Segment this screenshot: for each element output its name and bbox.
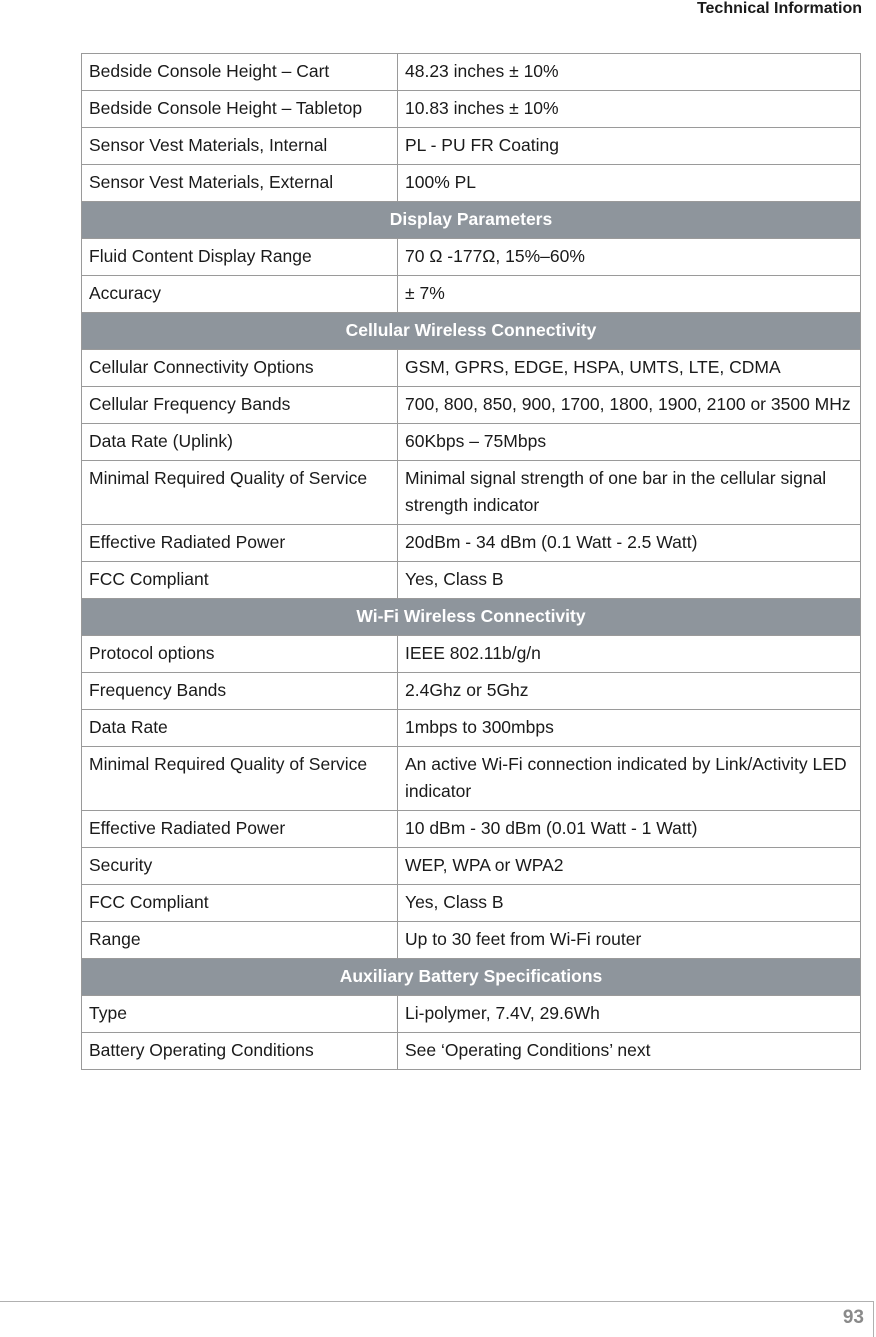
section-header-row [82,959,861,996]
spec-value: IEEE 802.11b/g/n [398,636,861,673]
table-row [82,885,861,922]
table-row [82,811,861,848]
section-header-row [82,599,861,636]
spec-value: GSM, GPRS, EDGE, HSPA, UMTS, LTE, CDMA [398,350,861,387]
table-row [82,350,861,387]
spec-label: Cellular Connectivity Options [82,350,398,387]
section-header-row [82,313,861,350]
section-title: Auxiliary Battery Specifications [82,959,861,996]
table-row [82,525,861,562]
section-header-row [82,202,861,239]
spec-label: Fluid Content Display Range [82,239,398,276]
table-row [82,239,861,276]
spec-value: WEP, WPA or WPA2 [398,848,861,885]
spec-label: Type [82,996,398,1033]
spec-table [81,53,861,1070]
spec-value: Yes, Class B [398,562,861,599]
spec-value: See ‘Operating Conditions’ next [398,1033,861,1070]
footer-divider-tick [873,1301,874,1337]
spec-value: 2.4Ghz or 5Ghz [398,673,861,710]
spec-label: Accuracy [82,276,398,313]
table-row [82,387,861,424]
spec-label: Data Rate [82,710,398,747]
spec-label: Range [82,922,398,959]
spec-label: Minimal Required Quality of Service [82,747,398,811]
spec-value: Up to 30 feet from Wi-Fi router [398,922,861,959]
spec-value: ± 7% [398,276,861,313]
table-row [82,710,861,747]
page-number: 93 [842,1307,864,1328]
table-row [82,1033,861,1070]
spec-value: 60Kbps – 75Mbps [398,424,861,461]
table-row [82,424,861,461]
spec-value: 48.23 inches ± 10% [398,54,861,91]
spec-value: 700, 800, 850, 900, 1700, 1800, 1900, 2100 or 3500 MHz [398,387,861,424]
table-row [82,636,861,673]
spec-label: FCC Compliant [82,885,398,922]
table-row [82,562,861,599]
spec-label: FCC Compliant [82,562,398,599]
spec-label: Bedside Console Height – Tabletop [82,91,398,128]
footer-divider [0,1301,873,1302]
spec-label: Bedside Console Height – Cart [82,54,398,91]
table-row [82,54,861,91]
spec-label: Minimal Required Quality of Service [82,461,398,525]
spec-value: 1mbps to 300mbps [398,710,861,747]
table-row [82,276,861,313]
spec-value: An active Wi-Fi connection indicated by Link/Activity LED indicator [398,747,861,811]
spec-value: 100% PL [398,165,861,202]
spec-label: Data Rate (Uplink) [82,424,398,461]
spec-label: Security [82,848,398,885]
spec-value: 10 dBm - 30 dBm (0.01 Watt - 1 Watt) [398,811,861,848]
spec-value: 10.83 inches ± 10% [398,91,861,128]
table-row [82,165,861,202]
table-row [82,461,861,525]
spec-value: Li-polymer, 7.4V, 29.6Wh [398,996,861,1033]
section-title: Wi-Fi Wireless Connectivity [82,599,861,636]
page-header-title: Technical Information [696,0,862,17]
table-row [82,673,861,710]
section-title: Display Parameters [82,202,861,239]
spec-label: Effective Radiated Power [82,811,398,848]
spec-label: Sensor Vest Materials, External [82,165,398,202]
spec-label: Battery Operating Conditions [82,1033,398,1070]
table-row [82,996,861,1033]
spec-value: PL - PU FR Coating [398,128,861,165]
spec-value: 20dBm - 34 dBm (0.1 Watt - 2.5 Watt) [398,525,861,562]
spec-label: Cellular Frequency Bands [82,387,398,424]
spec-value: Yes, Class B [398,885,861,922]
spec-value: Minimal signal strength of one bar in the cellular signal strength indicator [398,461,861,525]
table-row [82,922,861,959]
table-row [82,128,861,165]
spec-value: 70 Ω -177Ω, 15%–60% [398,239,861,276]
spec-label: Protocol options [82,636,398,673]
table-row [82,91,861,128]
table-row [82,848,861,885]
table-row [82,747,861,811]
spec-label: Frequency Bands [82,673,398,710]
spec-label: Sensor Vest Materials, Internal [82,128,398,165]
section-title: Cellular Wireless Connectivity [82,313,861,350]
spec-label: Effective Radiated Power [82,525,398,562]
